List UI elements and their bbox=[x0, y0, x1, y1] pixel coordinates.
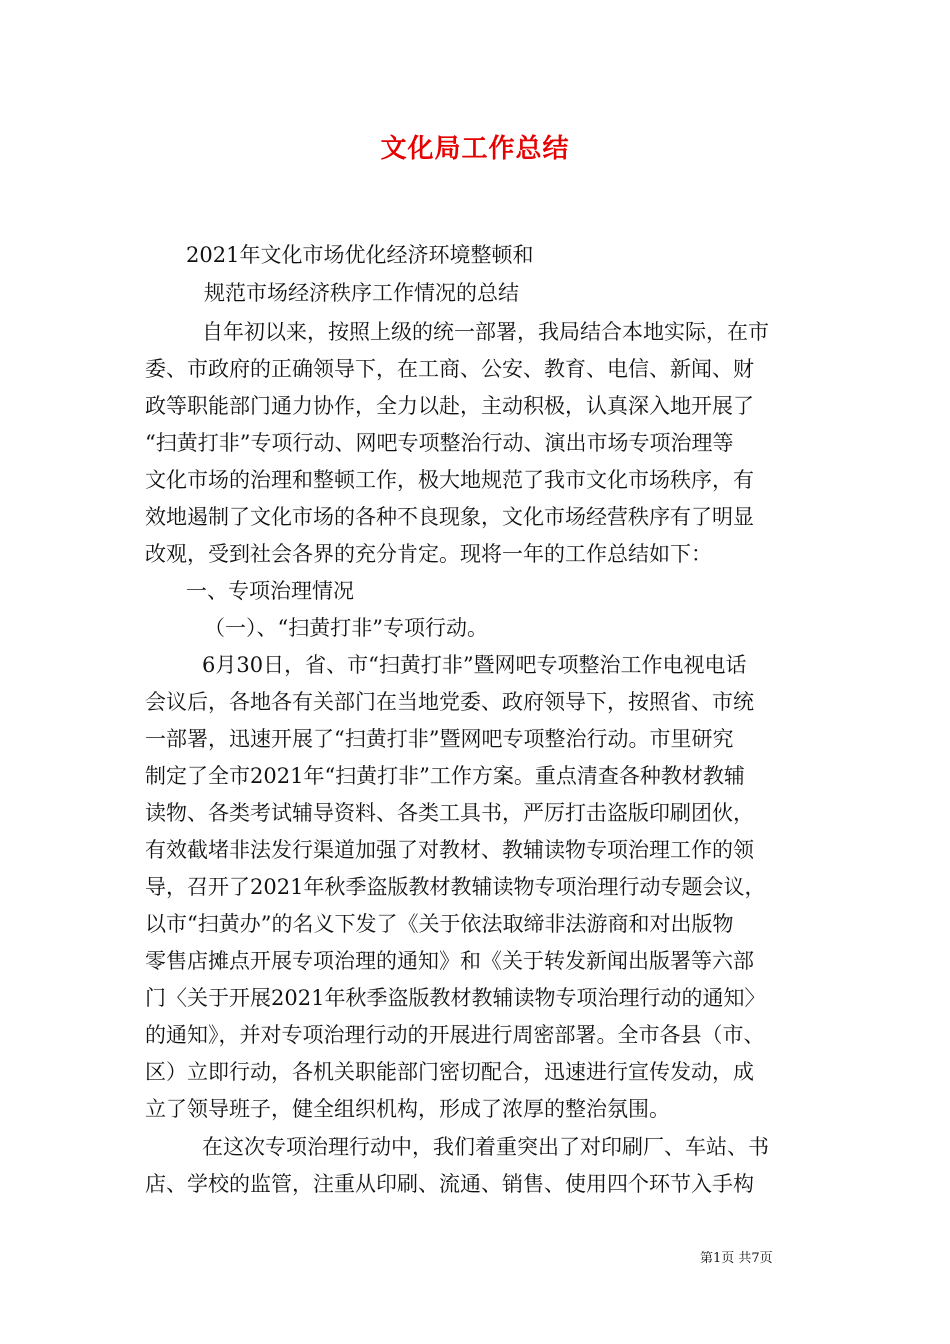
paragraph-line: 改观，受到社会各界的充分肯定。现将一年的工作总结如下： bbox=[145, 542, 712, 566]
page-number: 第1页 共7页 bbox=[700, 1251, 773, 1266]
subtitle-line-1: 2021年文化市场优化经济环境整顿和 bbox=[186, 243, 534, 267]
paragraph-line: 立了领导班子，健全组织机构，形成了浓厚的整治氛围。 bbox=[145, 1097, 670, 1121]
paragraph-line: 读物、各类考试辅导资料、各类工具书，严厉打击盗版印刷团伙， bbox=[145, 801, 754, 825]
paragraph-line: 店、学校的监管，注重从印刷、流通、销售、使用四个环节入手构 bbox=[145, 1172, 754, 1196]
paragraph-line: 会议后，各地各有关部门在当地党委、政府领导下，按照省、市统 bbox=[145, 690, 754, 714]
paragraph-line: 区）立即行动，各机关职能部门密切配合，迅速进行宣传发动，成 bbox=[145, 1060, 754, 1084]
paragraph-line: “扫黄打非”专项行动、网吧专项整治行动、演出市场专项治理等 bbox=[145, 431, 734, 455]
paragraph-line: 文化市场的治理和整顿工作，极大地规范了我市文化市场秩序，有 bbox=[145, 468, 754, 492]
paragraph-line: 委、市政府的正确领导下，在工商、公安、教育、电信、新闻、财 bbox=[145, 357, 754, 381]
paragraph-line: 制定了全市2021年“扫黄打非”工作方案。重点清查各种教材教辅 bbox=[145, 764, 745, 788]
paragraph-line: 的通知》，并对专项治理行动的开展进行周密部署。全市各县（市、 bbox=[145, 1023, 765, 1047]
paragraph-line: 导，召开了2021年秋季盗版教材教辅读物专项治理行动专题会议， bbox=[145, 875, 766, 899]
paragraph-line: 效地遏制了文化市场的各种不良现象，文化市场经营秩序有了明显 bbox=[145, 505, 754, 529]
subsection-heading: （一）、“扫黄打非”专项行动。 bbox=[204, 616, 488, 640]
paragraph-line: 门〈关于开展2021年秋季盗版教材教辅读物专项治理行动的通知〉 bbox=[145, 986, 766, 1010]
paragraph-line: 以市“扫黄办”的名义下发了《关于依法取缔非法游商和对出版物 bbox=[145, 912, 734, 936]
paragraph-line: 自年初以来，按照上级的统一部署，我局结合本地实际，在市 bbox=[202, 320, 769, 344]
paragraph-line: 一部署，迅速开展了“扫黄打非”暨网吧专项整治行动。市里研究 bbox=[145, 727, 734, 751]
paragraph-line: 有效截堵非法发行渠道加强了对教材、教辅读物专项治理工作的领 bbox=[145, 838, 754, 862]
document-title: 文化局工作总结 bbox=[380, 134, 570, 164]
paragraph-line: 政等职能部门通力协作，全力以赴，主动积极，认真深入地开展了 bbox=[145, 394, 754, 418]
section-heading: 一、专项治理情况 bbox=[186, 579, 354, 603]
paragraph-line: 6月30日，省、市“扫黄打非”暨网吧专项整治工作电视电话 bbox=[202, 653, 747, 677]
subtitle-line-2: 规范市场经济秩序工作情况的总结 bbox=[204, 281, 519, 305]
paragraph-line: 零售店摊点开展专项治理的通知》和《关于转发新闻出版署等六部 bbox=[145, 949, 754, 973]
paragraph-line: 在这次专项治理行动中，我们着重突出了对印刷厂、车站、书 bbox=[202, 1135, 769, 1159]
